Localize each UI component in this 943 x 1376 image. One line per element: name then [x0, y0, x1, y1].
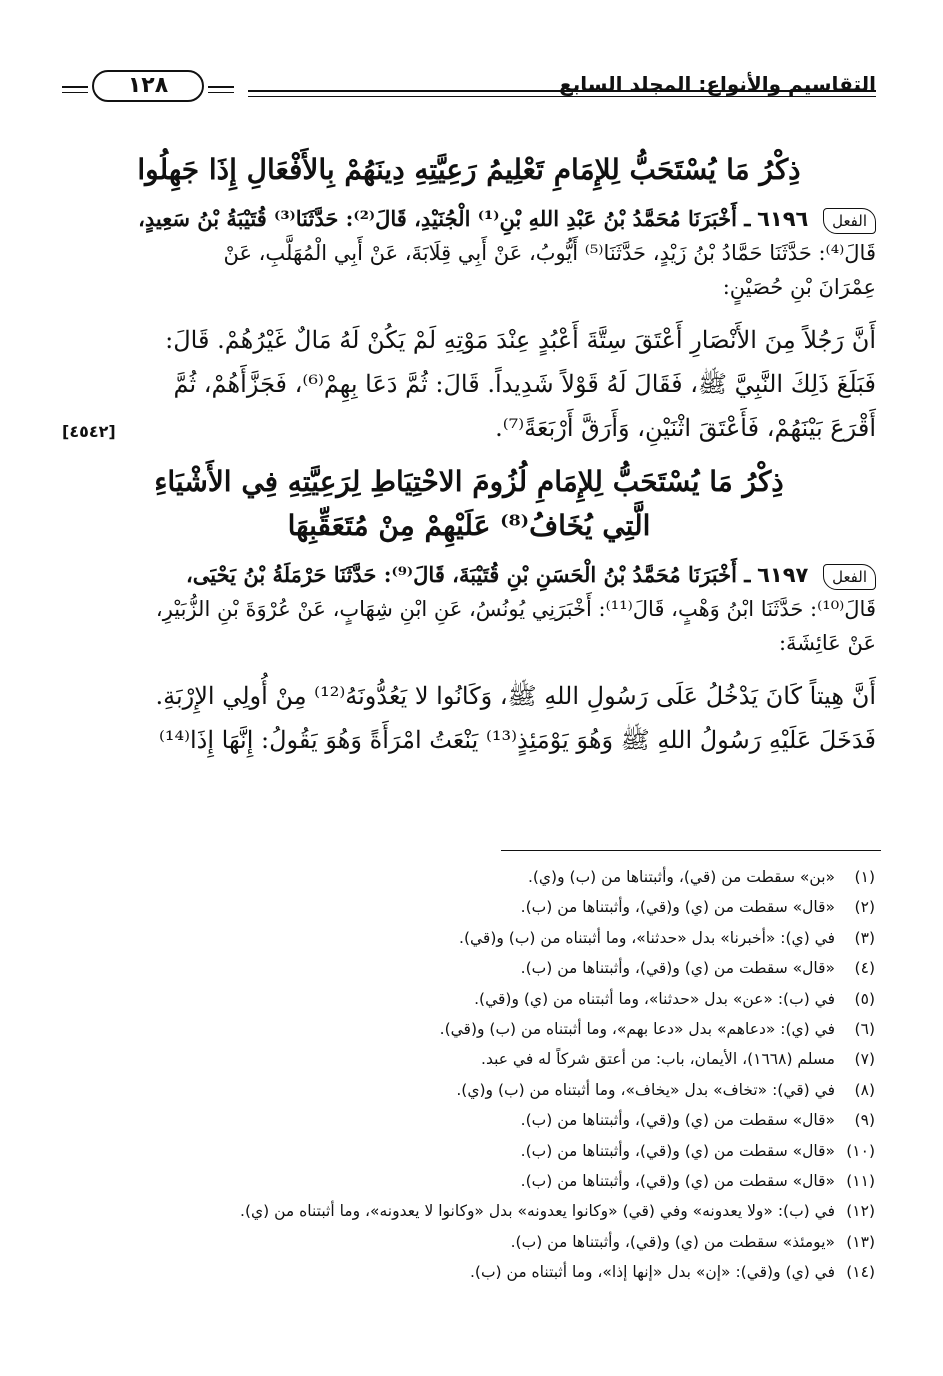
hadith-number: ٦١٩٧ — [757, 563, 809, 587]
footnote: (٩)«قال» سقطت من (ي) و(قي)، وأثبتناها من (ب). — [520, 1111, 875, 1130]
chapter-title: ذِكْرُ مَا يُسْتَحَبُّ لِلإِمَامِ تَعْلِيمُ رَعِيَّتِهِ دِينَهُمْ بِالأَفْعَالِ إِذَا جَهِلُوا — [137, 153, 801, 186]
hadith-matn — [62, 318, 876, 450]
footnote-divider — [501, 850, 881, 851]
matn-line: فَدَخَلَ عَلَيْهِ رَسُولُ اللهِ ﷺ وَهُوَ يَوْمَئِذٍ⁽¹³⁾ يَنْعَتُ امْرَأَةً وَهُوَ يَقُولُ: إِنَّهَا إِذَا⁽¹⁴⁾ — [158, 726, 876, 754]
matn-line: أَنَّ هِيتاً كَانَ يَدْخُلُ عَلَى رَسُولِ اللهِ ﷺ، وَكَانُوا لا يَعُدُّونَهُ⁽¹²⁾ مِنْ أُولِي الإِرْبَةِ. — [155, 682, 876, 710]
isnad-line: عَنْ عَائِشَةَ: — [778, 631, 876, 655]
header-rule — [248, 90, 876, 92]
isnad-line: قَالَ⁽⁴⁾: حَدَّثَنَا حَمَّادُ بْنُ زَيْدٍ، حَدَّثَنَا⁽⁵⁾ أَيُّوبُ، عَنْ أَبِي قِلَابَةَ، عَنْ أَبِي الْمُهَلَّبِ، عَنْ — [223, 241, 876, 265]
isnad-line: ـ أَخْبَرَنَا مُحَمَّدُ بْنُ الْحَسَنِ بْنِ قُتَيْبَةَ، قَالَ⁽⁹⁾: حَدَّثَنَا حَرْمَلَةُ بْنُ يَحْيَى، — [186, 562, 751, 587]
footnote: (٦)في (ي): «دعاهم» بدل «دعا بهم»، وما أثبتناه من (ب) و(قي). — [439, 1020, 875, 1039]
footnote: (٨)في (قي): «تخاف» بدل «يخاف»، وما أثبتناه من (ب) و(ي). — [456, 1080, 875, 1099]
footnote: (١١)«قال» سقطت من (ي) و(قي)، وأثبتناها من (ب). — [520, 1172, 875, 1191]
page-number-box — [62, 68, 234, 110]
footnote: (٢)«قال» سقطت من (ي) و(قي)، وأثبتناها من (ب). — [520, 898, 875, 917]
footnote: (٧)مسلم (١٦٦٨)، الأيمان، باب: من أعتق شركاً له في عبد. — [481, 1050, 875, 1069]
footnote: (٤)«قال» سقطت من (ي) و(قي)، وأثبتناها من (ب). — [520, 959, 875, 978]
chapter-title-line: ذِكْرُ مَا يُسْتَحَبُّ لِلإِمَامِ لُزُومَ الاحْتِيَاطِ لِرَعِيَّتِهِ فِي الأَشْيَاءِ — [154, 465, 784, 498]
matn-line: أَنَّ رَجُلاً مِنَ الأَنْصَارِ أَعْتَقَ سِتَّةَ أَعْبُدٍ عِنْدَ مَوْتِهِ لَمْ يَكُنْ لَهُ مَالٌ غَيْرُهُمْ. قَالَ: — [165, 326, 876, 354]
matn-line: أَقْرَعَ بَيْنَهُمْ، فَأَعْتَقَ اثْنَيْنِ، وَأَرَقَّ أَرْبَعَةً⁽⁷⁾. — [495, 414, 876, 442]
matn-line: فَبَلَغَ ذَلِكَ النَّبِيَّ ﷺ، فَقَالَ لَهُ قَوْلاً شَدِيداً. قَالَ: ثُمَّ دَعَا بِهِمْ⁽⁶⁾، فَجَزَّأَهُمْ، ثُمَّ — [173, 370, 876, 398]
isnad-line: ـ أَخْبَرَنَا مُحَمَّدُ بْنُ عَبْدِ اللهِ بْنِ⁽¹⁾ الْجُنَيْدِ، قَالَ⁽²⁾: حَدَّثَنَا⁽³⁾ قُتَيْبَةُ بْنُ سَعِيدٍ، — [138, 206, 751, 231]
hadith-isnad — [62, 202, 876, 304]
footnote: (١)«بن» سقطت من (قي)، وأثبتناها من (ب) و(ي). — [527, 868, 875, 886]
isnad-line: عِمْرَانَ بْنِ حُصَيْنٍ: — [722, 275, 876, 299]
page-body — [62, 140, 876, 772]
cross-reference: [٤٥٤٢] — [62, 422, 116, 441]
chapter-title — [62, 460, 876, 548]
hadith-isnad — [62, 558, 876, 660]
section-badge: الفعل — [823, 208, 876, 234]
footnotes — [67, 862, 875, 1288]
page-number: ١٢٨ — [92, 70, 204, 102]
footnote: (٥)في (ب): «عن» بدل «حدثنا»، وما أثبتناه من (ي) و(قي). — [474, 989, 875, 1008]
footnote: (١٣)«يومئذ» سقطت من (ي) و(قي)، وأثبتناها من (ب). — [510, 1232, 875, 1251]
section-badge: الفعل — [823, 564, 876, 590]
isnad-line: قَالَ⁽¹⁰⁾: حَدَّثَنَا ابْنُ وَهْبٍ، قَالَ⁽¹¹⁾: أَخْبَرَنِي يُونُسُ، عَنِ ابْنِ شِهَابٍ، عَنْ عُرْوَةَ بْنِ الزُّبَيْرِ، — [155, 597, 876, 621]
chapter-title-line: الَّتِي يُخَافُ⁽⁸⁾ عَلَيْهِمْ مِنْ مُتَعَقِّبِهَا — [287, 509, 651, 542]
footnote: (١٢)في (ب): «ولا يعدونه» وفي (قي) «وكانوا يعدونه» بدل «وكانوا لا يعدونه»، وما أثبتناه من (ي). — [240, 1202, 875, 1221]
hadith-matn — [62, 674, 876, 762]
header-rule — [248, 96, 876, 97]
page-header — [62, 72, 876, 112]
footnote: (١٤)في (ي) و(قي): «إن» بدل «إنها إذا»، وما أثبتناه من (ب). — [469, 1263, 875, 1282]
hadith-number: ٦١٩٦ — [757, 207, 809, 231]
book-title: التقاسيم والأنواع: المجلد السابع — [559, 72, 876, 96]
footnote: (١٠)«قال» سقطت من (ي) و(قي)، وأثبتناها من (ب). — [520, 1141, 875, 1160]
footnote: (٣)في (ي): «أخبرنا» بدل «حدثنا»، وما أثبتناه من (ب) و(قي). — [459, 928, 875, 947]
